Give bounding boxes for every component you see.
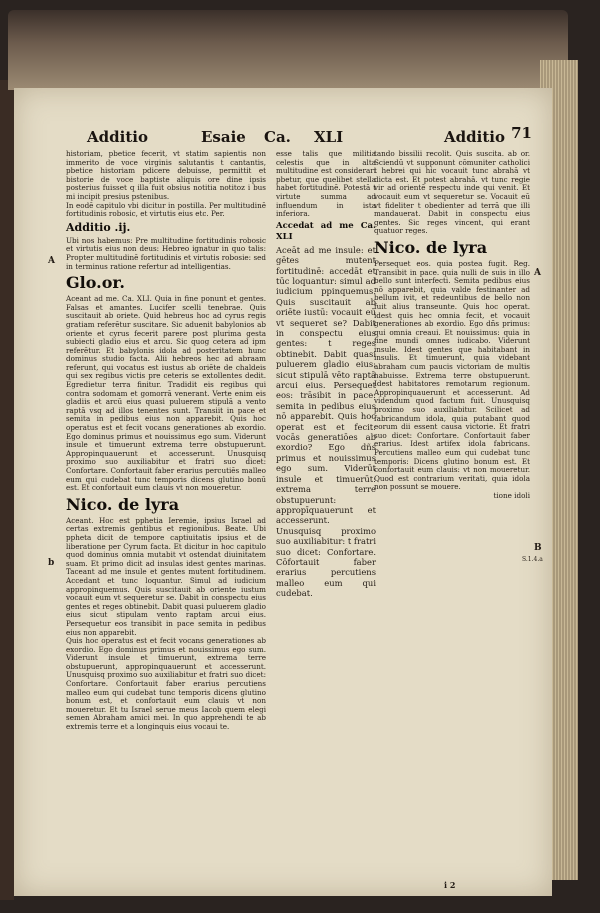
middle-opening-text: esse talis que militia celestis que in alta multitudine est considerari pbetur, que quelibet stella habet fortitudinē. Potestā t virtute summa ad influendum in ista inferiora. (276, 149, 376, 219)
nicolaus-heading-left: Nico. de lyra (66, 494, 180, 514)
addition-text: Ubi nos habemus: Pre multitudine fortitudinis robosic et virtutis eius non deus: Hebreo ignatur in quo talis: Propter multitudinē fortitudinis et virtutis robosie: sed in terminus ratione refertur ad intelligentias. (66, 235, 266, 271)
nicolaus-heading-right: Nico. de lyra (374, 237, 488, 257)
left-column (66, 150, 266, 732)
biblical-text: Aceāt ad me insule: et gētes mutent fortitudinē: accedāt et tūc loquantur: simul ad iudicium ppinquemus. Quis suscitauit ab oriēte iustū: vocauit eū vt sequeret se? Dabit in conspectu eius gentes: t reges obtinebit. Dabit quasi puluerem gladio eius: sicut stipulā vēto raptā arcui eius. Persequet eos: trāsibit in pace: semita in pedibus eius nō apparebit. Quis hoc operat est et fecit: vocās generatiōes ab exordio? Ego dñs primus et nouissimus ego sum. Viderūt insule et timuerūt: extrema terre obstupuerunt: appropīquauerunt et accesserunt. Unusquisq proximo suo auxiliabitur: t fratri suo dicet: Confortare. Cōfortauit faber erarius percutiens malleo eum qui cudebat. (276, 244, 376, 599)
left-opening-text: historiam, pbetice fecerit, vt statim sapientis non immerito de voce virginis salutantis t cantantis, pbetice historiam pdicere debuisse, permittit et bistorie de voce baptiste aliquis ore dine ipsis posterius fuisset q illa fuit obsius notitia notitoz i bus mi incipit presius pstenibus. (66, 149, 266, 201)
addition-heading: Additio .ij. (66, 220, 131, 234)
middle-heading: Accedat ad me Ca. XLI (276, 220, 376, 242)
book-page (14, 88, 552, 896)
catchword: tione idoli (493, 490, 530, 500)
margin-mark-a-right: A (534, 268, 541, 278)
glossa-heading: Glo.or. (66, 273, 125, 293)
nicolaus-text-right: Persequet eos. quia postea fugit. Reg. Transibit in pace. quia nulli de suis in illo bello sunt interfecti. Semita pedibus eius nō apparebit, quia valde festinanter ad bellum ivit, et redeuntibus de bello non fuit alius transeunte. Quis hoc operat. idest quis hec omnia fecit, et vocauit generationes ab exordio. Ego dñs primus: qui omnia creaui. Et nouissimus: quia in fine mundi omnes iudicabo. Viderunt insule. Idest gentes que habitabant in insulis. Et timuerunt, quia videbant abraham cum paucis victoriam de multis habuisse. Extrema terre obstupuerunt. Idest habitatores remotarum regionum. Appropinquauerunt et accesserunt. Ad videndum quod factum fuit. Unusquisq proximo suo auxiliabitur. Scilicet ad fabricandum idola, quia putabant quod eorum dii essent causa victorie. Et fratri suo dicet: Confortare. Confortauit faber erarius. Idest artifex idola fabricans. Percutiens malleo eum qui cudebat tunc temporis: Dicens glutino bonum est. Et confortauit eum clauis: vt non moueretur. Quod est contrarium veritati, quia idola non possunt se mouere. (374, 258, 530, 492)
folio-number: 71 (511, 124, 532, 142)
signature-mark: i 2 (444, 880, 456, 890)
margin-mark-b-right: B (534, 543, 542, 553)
running-head (69, 128, 522, 148)
running-head-book: Esaie (201, 128, 246, 146)
middle-column (276, 150, 376, 599)
right-opening-text: tando bissilii recolit. Quis suscita. ab or. Sciendū vt supponunt cōmuniter catholici t hebrei qui hic vocauit tunc abrahā vt dicta est. Et potest abrahā. vt tunc regie vir ad orientē respectu inde qui venit. Et vocauit eum vt sequeretur se. Vocauit eū vt fideliter t obedienter ad terrā que illi mandauerat. Dabit in conspectu eius gentes. Sic reges vincent, qui erant quatuor reges. (374, 149, 530, 236)
running-head-number: XLI (314, 128, 344, 146)
running-head-right: Additio (444, 128, 505, 146)
running-head-left: Additio (87, 128, 148, 146)
book-spine (0, 80, 14, 900)
nicolaus-text-left: Aceant. Hoc est pphetia Ieremie, ipsius Israel ad certas extremis gentibus et regionibus. Beate. Ubi ppheta dicit de tempore captiuitatis ipsius et de liberatione per Cyrum facta. Et dicitur in hoc capitulo quod dominus omnia mutabit vt ostendat diuinitatem suam. Et primo dicit ad insulas idest gentes marinas. Taceant ad me insule et gentes mutent fortitudinem. Accedant et tunc loquantur. Simul ad iudicium appropinquemus. Quis suscitauit ab oriente iustum vocauit eum vt sequeretur se. Dabit in conspectu eius gentes et reges obtinebit. Dabit quasi puluerem gladio eius sicut stipulam vento raptam arcui eius. Persequetur eos transibit in pace semita in pedibus eius non apparebit. (66, 515, 266, 637)
margin-mark-b-left: b (48, 558, 55, 568)
left-note-text: In eodē capitulo vbi dicitur in postilla. Per multitudinē fortitudinis robosic, et virtutis eius etc. Per. (66, 200, 266, 219)
left-lower-text: Quis hoc operatus est et fecit vocans generationes ab exordio. Ego dominus primus et nouissimus ego sum. Viderunt insule et timuerunt, extrema terre obstupuerunt, appropinquauerunt et accesserunt. Unusquisq proximo suo auxiliabitur et fratri suo dicet: Confortare. Confortauit faber erarius percutiens malleo eum qui cudebat tunc temporis dicens glutino bonum est, et confortauit eum clauis vt non moueretur. Et tu Israel serue meus Iacob quem elegi semen Abraham amici mei. In quo apprehendi te ab extremis terre et a longinquis eius vocaui te. (66, 636, 266, 732)
margin-reference: S.1.4.a (522, 556, 543, 563)
running-head-chapter: Ca. (264, 128, 291, 146)
book-top-edge (8, 10, 568, 90)
glossa-text: Aceant ad me. Ca. XLI. Quia in fine ponunt et gentes. Falsas et amantes. Lucifer scelli tenebrae. Quis suscitauit ab oriete. Quid hebreus hoc ad cyrus regis gratiam referētur suscitare. Sic aduenit babylonios ab oriente et cyrus fecerit parere post plurima gesta subiecti gladio eius et arcu. Sic quog cetera ad ipm referētur. Et babylonis idola ad posteritatem hunc dominus studio facta. Alii hebreos hec ad abraam referunt, qui vocatus est iustus ab oriēte de chaldeis qui sex regibus victis pre ceteris se extollentes dedit. Egredietur terra finitur. Tradidit eis regibus qui contra sodomam et gomorrā venerant. Verte enim eis gladiis et arcū eius quasi puluerem stipulā a vento raptā vsq ad illos tenentes sunt. Transiit in pace et semita in pedibus eius non apparebit. Quis hoc operatus est et fecit vocans generationes ab exordio. Ego dominus primus et nouissimus ego sum. Viderunt insule et timuerunt extrema terre obstupuerunt. Appropinquauerunt et accesserunt. Unusquisq proximo suo auxiliabitur et fratri suo dicet: Confortare. Confortauit faber erarius percutiēs malleo eum qui cudebat tunc temporis dicens glutino bonū est. Et confortauit eum clauis vt non moueretur. (66, 294, 266, 493)
right-column (374, 150, 530, 501)
margin-mark-a-left: A (48, 256, 55, 266)
